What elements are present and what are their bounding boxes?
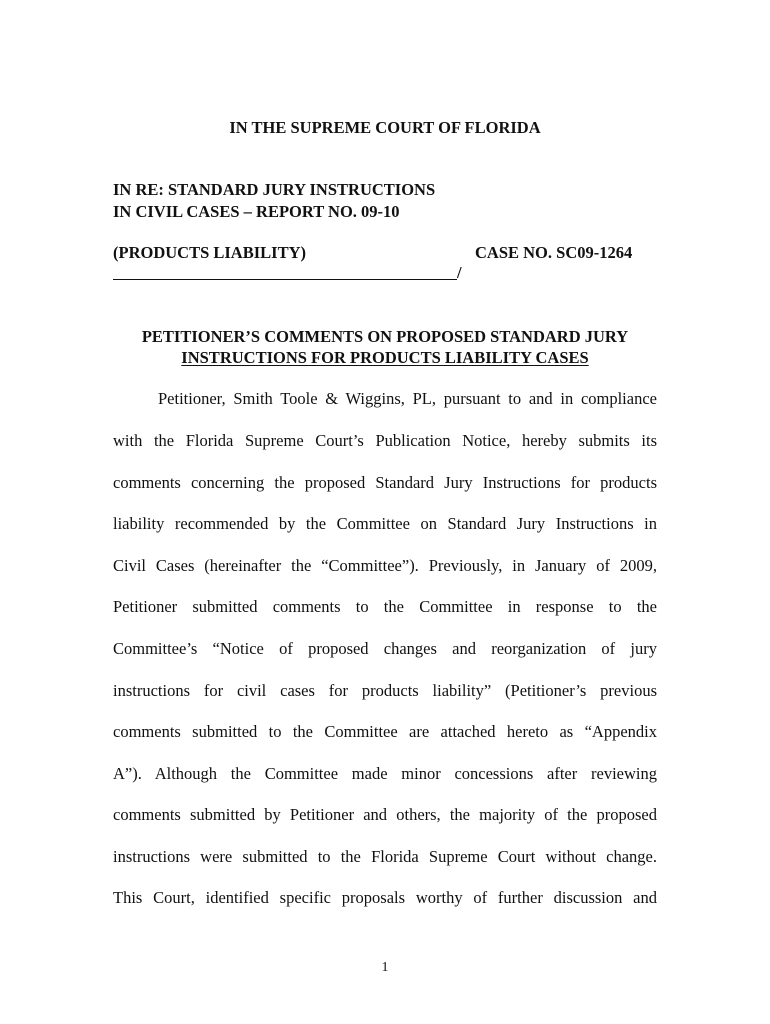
body-line-4: liability recommended by the Committee on Standard Jury Instructions in bbox=[113, 514, 657, 533]
heading-line-2: INSTRUCTIONS FOR PRODUCTS LIABILITY CASES bbox=[181, 348, 589, 367]
body-line-13: This Court, identified specific proposals worthy of further discussion and bbox=[113, 888, 657, 907]
body-line-8: instructions for civil cases for products liability” (Petitioner’s previous bbox=[113, 681, 657, 700]
document-heading bbox=[0, 326, 770, 368]
caption-line-1: IN RE: STANDARD JURY INSTRUCTIONS bbox=[113, 180, 436, 199]
body-line-11: comments submitted by Petitioner and others, the majority of the proposed bbox=[113, 805, 657, 824]
caption-slash: / bbox=[457, 263, 462, 282]
heading-line-1: PETITIONER’S COMMENTS ON PROPOSED STANDARD JURY bbox=[141, 327, 629, 346]
body-line-7: Committee’s “Notice of proposed changes and reorganization of jury bbox=[113, 639, 657, 658]
body-line-10: A”). Although the Committee made minor concessions after reviewing bbox=[113, 764, 657, 783]
body-line-12: instructions were submitted to the Florida Supreme Court without change. bbox=[113, 847, 657, 866]
caption-rule bbox=[113, 279, 457, 280]
body-line-2: with the Florida Supreme Court’s Publication Notice, hereby submits its bbox=[113, 431, 657, 450]
page-number: 1 bbox=[381, 960, 389, 975]
case-number: CASE NO. SC09-1264 bbox=[475, 243, 633, 262]
body-line-5: Civil Cases (hereinafter the “Committee”). Previously, in January of 2009, bbox=[113, 556, 657, 575]
body-line-6: Petitioner submitted comments to the Committee in response to the bbox=[113, 597, 657, 616]
court-title: IN THE SUPREME COURT OF FLORIDA bbox=[229, 118, 541, 137]
caption-line-3: (PRODUCTS LIABILITY) bbox=[113, 243, 306, 262]
body-line-9: comments submitted to the Committee are attached hereto as “Appendix bbox=[113, 722, 657, 741]
body-line-3: comments concerning the proposed Standard Jury Instructions for products bbox=[113, 473, 657, 492]
caption-line-2: IN CIVIL CASES – REPORT NO. 09-10 bbox=[113, 202, 400, 221]
body-line-1: Petitioner, Smith Toole & Wiggins, PL, pursuant to and in compliance bbox=[158, 389, 657, 408]
